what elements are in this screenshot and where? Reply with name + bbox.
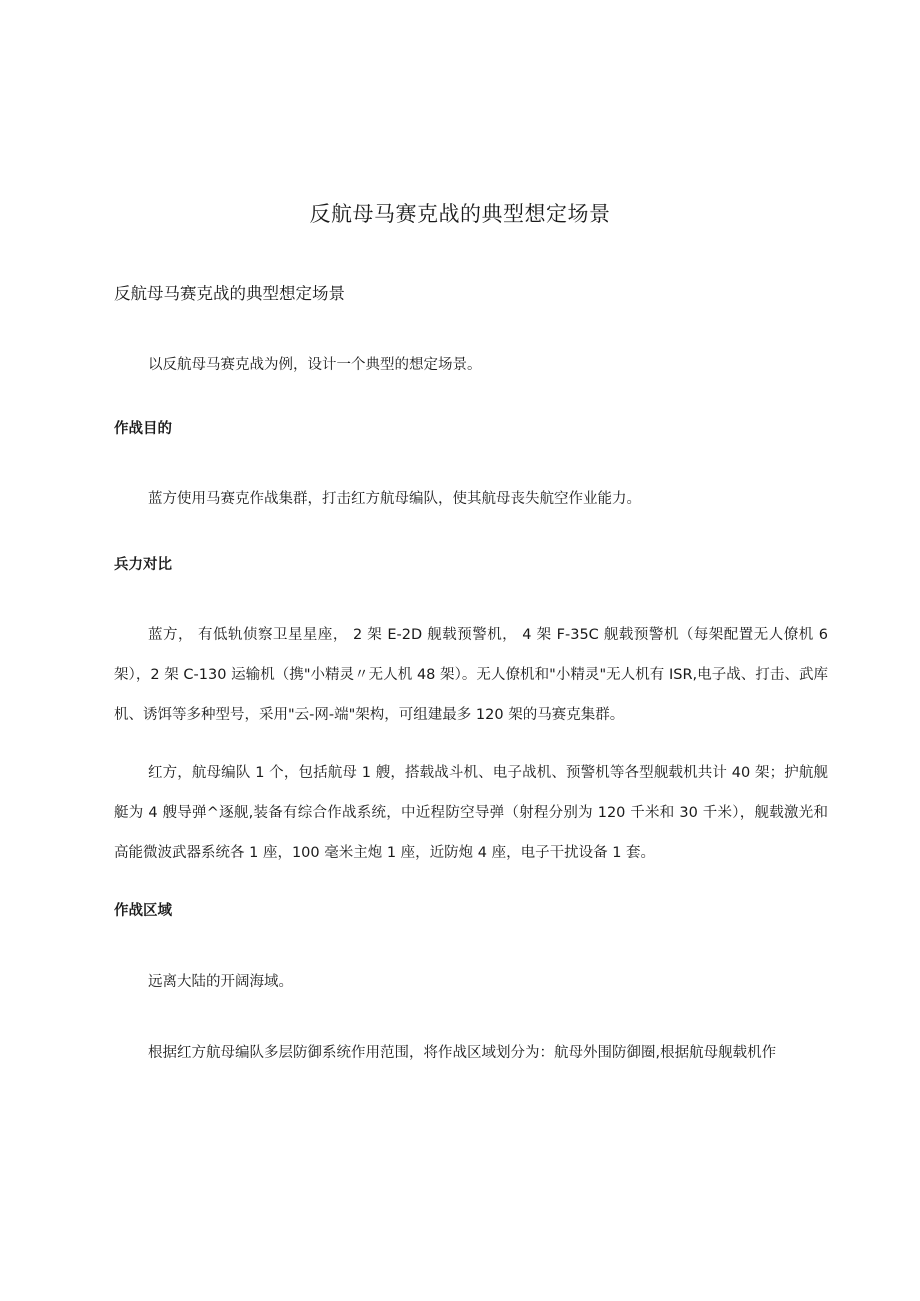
section-heading-forces: 兵力对比: [114, 557, 172, 573]
blue-forces-paragraph: 蓝方， 有低轨侦察卫星星座， 2 架 E-2D 舰载预警机， 4 架 F-35C 舰载预警机（每架配置无人僚机 6 架），2 架 C-130 运输机（携"小精灵〃无人机 48 架）。无人僚机和"小精灵"无人机有 ISR,电子战、打击、武库机、诱饵等多种型号，采用"云-网-端"架构，可组建最多 120 架的马赛克集群。: [114, 627, 828, 723]
area-paragraph-1: 远离大陆的开阔海域。: [148, 974, 293, 990]
red-forces-paragraph: 红方，航母编队 1 个，包括航母 1 艘，搭载战斗机、电子战机、预警机等各型舰载机共计 40 架；护航舰艇为 4 艘导弹^逐舰,装备有综合作战系统，中近程防空导弹（射程分别为 120 千米和 30 千米），舰载激光和高能微波武器系统各 1 座，100 毫米主炮 1 座，近防炮 4 座，电子干扰设备 1 套。: [114, 765, 828, 861]
page-title: 反航母马赛克战的典型想定场景: [309, 202, 611, 226]
document-subtitle: 反航母马赛克战的典型想定场景: [114, 284, 345, 303]
area-paragraph-2: 根据红方航母编队多层防御系统作用范围，将作战区域划分为：航母外围防御圈,根据航母舰载机作: [148, 1045, 777, 1061]
section-heading-area: 作战区域: [114, 903, 172, 919]
goal-paragraph: 蓝方使用马赛克作战集群，打击红方航母编队，使其航母丧失航空作业能力。: [148, 491, 641, 507]
section-heading-goal: 作战目的: [114, 421, 172, 437]
intro-paragraph: 以反航母马赛克战为例，设计一个典型的想定场景。: [148, 357, 482, 373]
